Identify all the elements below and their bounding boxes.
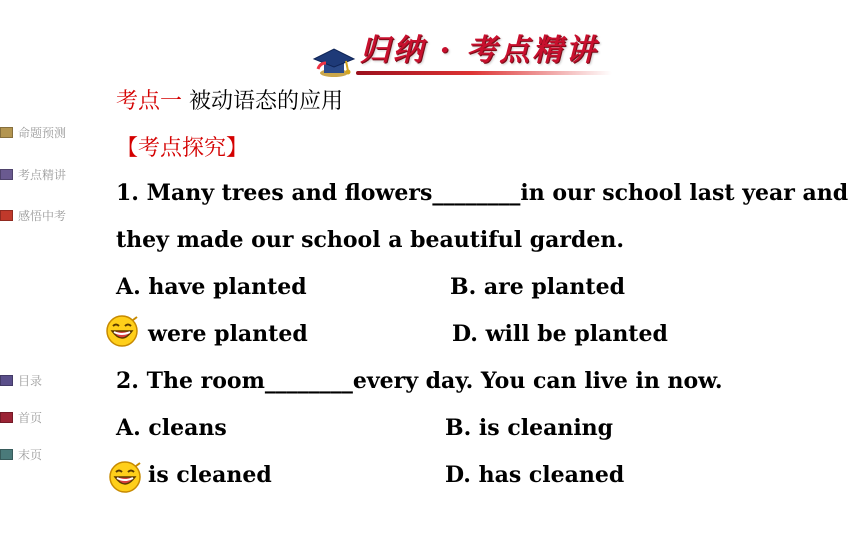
graduation-cap-icon: [312, 39, 356, 79]
side-nav-item-prediction[interactable]: [0, 124, 66, 141]
q1-option-d[interactable]: D. will be planted: [452, 321, 668, 347]
side-nav-label: 感悟中考: [18, 209, 67, 223]
q2-option-c[interactable]: is cleaned: [148, 462, 272, 488]
topic-label: 考点一: [116, 89, 183, 114]
bullet-icon: [0, 169, 13, 180]
side-nav-item-key-points[interactable]: [0, 166, 66, 183]
title-underline: [356, 71, 612, 75]
q2-option-d[interactable]: D. has cleaned: [445, 462, 625, 488]
page-title: 归纳 · 考点精讲: [360, 33, 599, 68]
smiley-face-icon: [105, 314, 139, 348]
nav-last-page[interactable]: [0, 446, 42, 463]
bullet-icon: [0, 449, 13, 460]
side-nav-label: 命题预测: [18, 126, 67, 140]
smiley-face-icon: [108, 460, 142, 494]
page-header: [312, 25, 612, 80]
nav-contents[interactable]: [0, 372, 42, 389]
side-nav-label: 首页: [18, 411, 43, 425]
bullet-icon: [0, 127, 13, 138]
bullet-icon: [0, 412, 13, 423]
side-nav-item-exam-insight[interactable]: [0, 207, 66, 224]
nav-first-page[interactable]: [0, 409, 42, 426]
topic-text: 被动语态的应用: [182, 89, 344, 114]
q1-option-b[interactable]: B. are planted: [450, 274, 625, 300]
side-nav-label: 目录: [18, 374, 43, 388]
side-nav-label: 考点精讲: [18, 168, 67, 182]
topic-line: [116, 84, 343, 115]
q2-option-a[interactable]: A. cleans: [116, 415, 227, 441]
q1-option-c[interactable]: were planted: [148, 321, 308, 347]
bullet-icon: [0, 375, 13, 386]
question-1-line-1: 1. Many trees and flowers________in our school last year and: [116, 180, 849, 206]
bullet-icon: [0, 210, 13, 221]
q2-option-b[interactable]: B. is cleaning: [445, 415, 614, 441]
section-label: 【考点探究】: [116, 136, 249, 161]
q1-option-a[interactable]: A. have planted: [116, 274, 307, 300]
question-1-line-2: they made our school a beautiful garden.: [116, 227, 625, 253]
side-nav-label: 末页: [18, 448, 43, 462]
question-2-line-1: 2. The room________every day. You can live in now.: [116, 368, 723, 394]
